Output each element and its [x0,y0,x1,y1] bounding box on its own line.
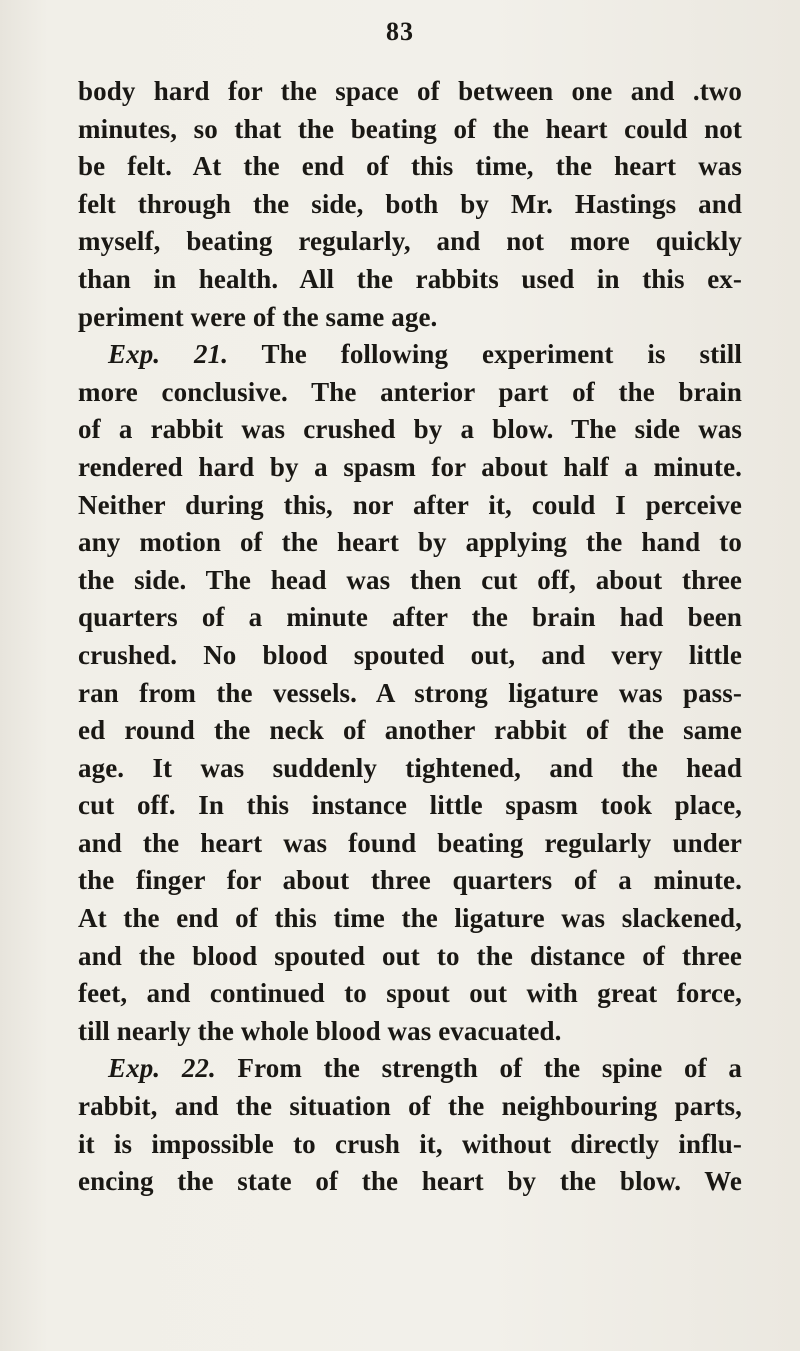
text-line: more conclusive. The anterior part of the brain [78,376,742,407]
text-line: encing the state of the heart by the blow. We [78,1166,742,1197]
text-line: myself, beating regularly, and not more quickly [78,226,742,257]
text-line: rendered hard by a spasm for about half a minute. [78,451,742,482]
text-line: than in health. All the rabbits used in this ex- [78,263,742,294]
text-line: ed round the neck of another rabbit of the same [78,715,742,746]
text-line: age. It was suddenly tightened, and the head [78,752,742,783]
text-line: the finger for about three quarters of a minute. [78,865,742,896]
text-line: crushed. No blood spouted out, and very little [78,639,742,670]
text-line: the side. The head was then cut off, about three [78,564,742,595]
experiment-label: Exp. 21. [108,339,229,370]
text-line: it is impossible to crush it, without directly influ- [78,1128,742,1159]
text-line: and the heart was found beating regularly under [78,827,742,858]
text-line: of a rabbit was crushed by a blow. The side was [78,414,742,445]
experiment-label: Exp. 22. [108,1053,216,1084]
text-line: and the blood spouted out to the distance of three [78,940,742,971]
text-line: cut off. In this instance little spasm took place, [78,790,742,821]
text-line: Neither during this, nor after it, could I perceive [78,489,742,520]
text-line: till nearly the whole blood was evacuated. [78,1015,562,1046]
text-line: feet, and continued to spout out with great force, [78,978,742,1009]
text-line: periment were of the same age. [78,301,438,332]
text-line: rabbit, and the situation of the neighbouring parts, [78,1091,742,1122]
text-line: Exp. 21. The following experiment is still [108,339,742,370]
text-line: any motion of the heart by applying the hand to [78,527,742,558]
text-line: quarters of a minute after the brain had been [78,602,742,633]
text-line: minutes, so that the beating of the heart could not [78,113,742,144]
text-line: be felt. At the end of this time, the heart was [78,151,742,182]
text-line: felt through the side, both by Mr. Hastings and [78,188,742,219]
text-line: Exp. 22. From the strength of the spine of a [108,1053,743,1084]
text-line: At the end of this time the ligature was slackened, [78,903,742,934]
page-number: 83 [386,17,414,46]
text-line: ran from the vessels. A strong ligature was pass- [78,677,742,708]
body-text [78,73,742,1201]
text-line: body hard for the space of between one and .two [78,76,742,106]
